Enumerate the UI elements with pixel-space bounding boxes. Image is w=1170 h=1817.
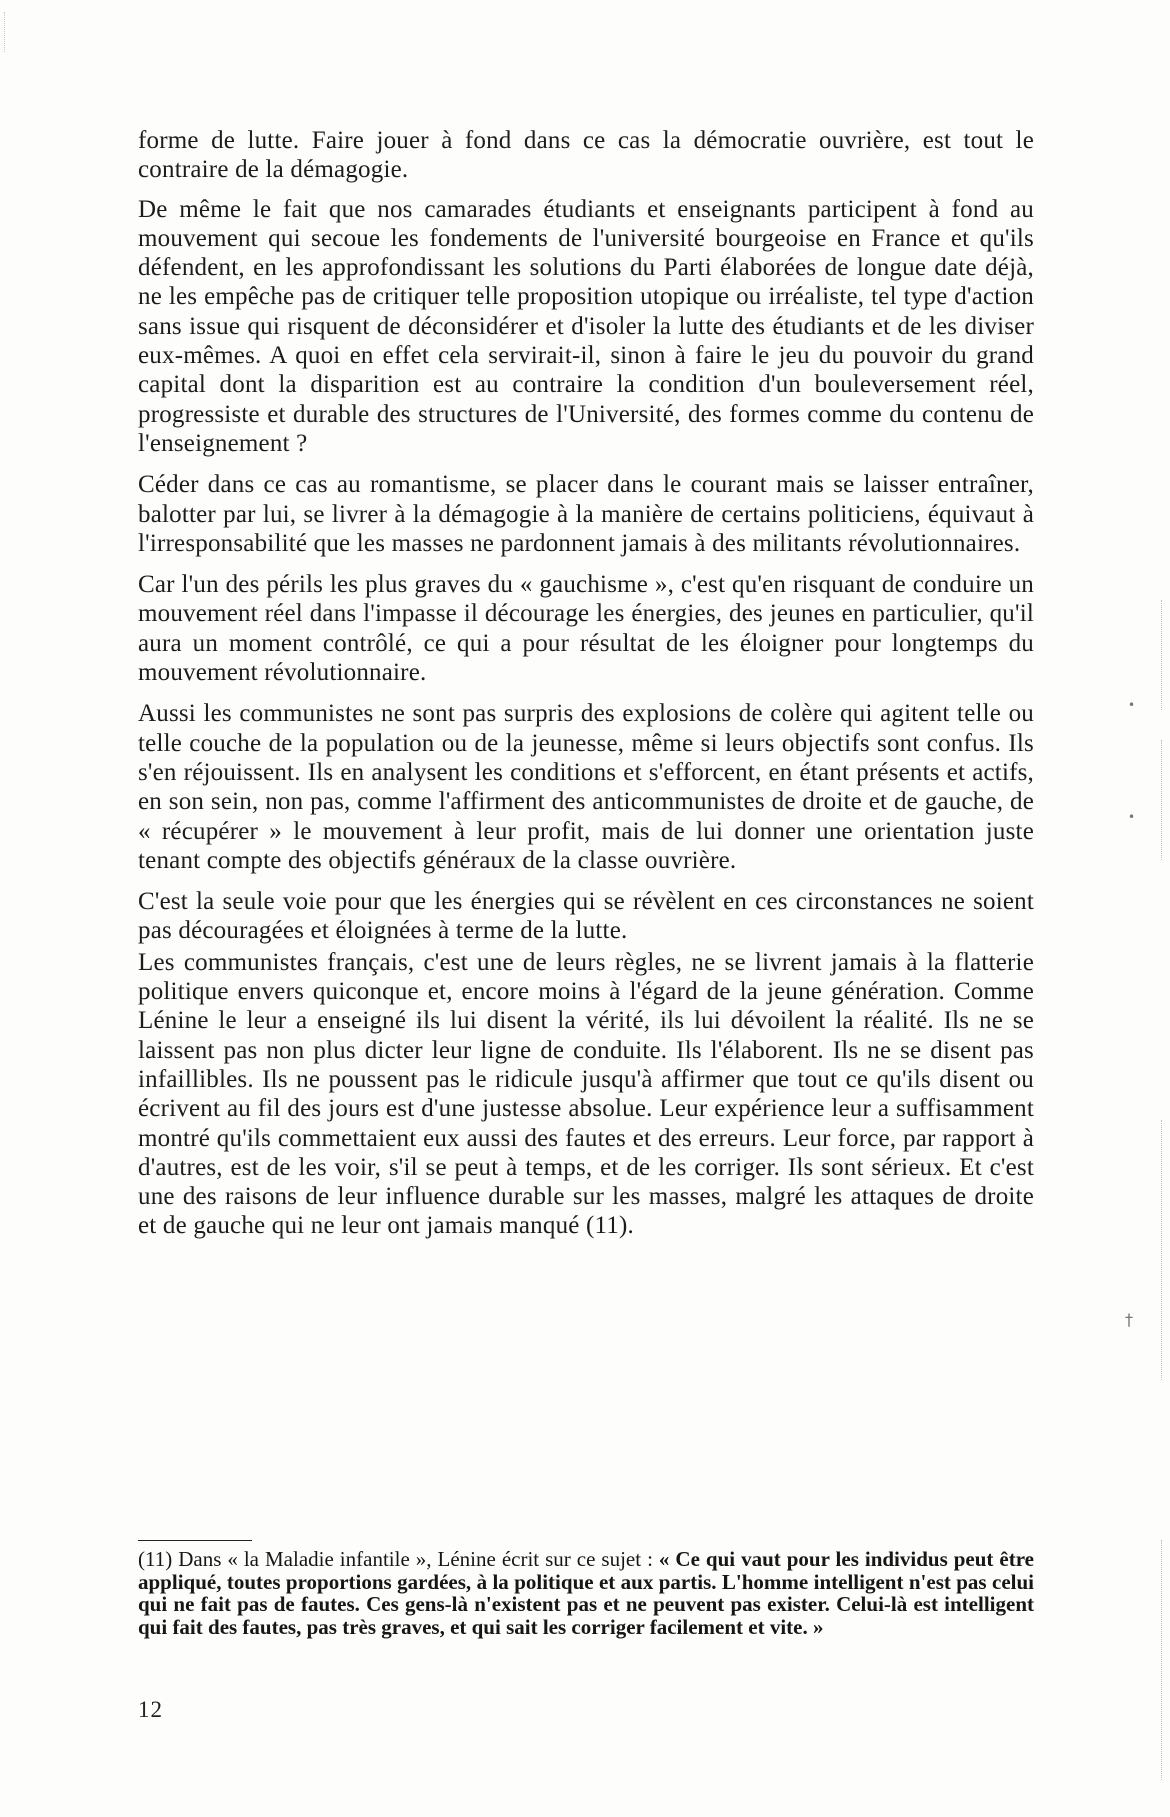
paragraph-6: C'est la seule voie pour que les énergies qui se révèlent en ces circonstances ne soient pas découragées et éloignées à terme de la lutte. [138, 888, 1034, 945]
paragraph-4: Car l'un des périls les plus graves du « gauchisme », c'est qu'en risquant de conduire un mouvement réel dans l'impasse il décourage les énergies, des jeunes en particulier, qu'il aura un moment contrôlé, ce qui a pour résultat de les éloigner pour longtemps du mouvement révolutionnaire. [138, 571, 1034, 687]
paragraph-3: Céder dans ce cas au romantisme, se placer dans le courant mais se laisser entraîner, balotter par lui, se livrer à la démagogie à la manière de certains politiciens, équivaut à l'irresponsabilité que les masses ne pardonnent jamais à des militants révolutionnaires. [138, 471, 1034, 557]
page-number: 12 [138, 1697, 163, 1722]
scan-edge-line [1161, 1120, 1162, 1380]
scan-speck: • [1128, 810, 1136, 824]
footnote-separator [138, 1540, 252, 1541]
paragraph-2: De même le fait que nos camarades étudiants et enseignants participent à fond au mouvement qui secoue les fondements de l'université bourgeoise en France et qu'ils défendent, en les approfondissant les solutions du Parti élaborées de longue date déjà, ne les empêche pas de critiquer telle proposition utopique ou irréaliste, tel type d'action sans issue qui risquent de déconsidérer et d'isoler la lutte des étudiants et de les diviser eux-mêmes. A quoi en effet cela servirait-il, sinon à faire le jeu du pouvoir du grand capital dont la disparition est au contraire la condition d'un bouleversement réel, progressiste et durable des structures de l'Université, des formes comme du contenu de l'enseignement ? [138, 195, 1034, 457]
paragraph-7: Les communistes français, c'est une de leurs règles, ne se livrent jamais à la flatterie politique envers quiconque et, encore moins à l'égard de la jeune génération. Comme Lénine le leur a enseigné ils lui disent la vérité, ils lui dévoilent la réalité. Ils ne se laissent pas non plus dicter leur ligne de conduite. Ils l'élaborent. Ils ne se disent pas infaillibles. Ils ne poussent pas le ridicule jusqu'à affirmer que tout ce qu'ils disent ou écrivent au fil des jours est d'une justesse absolue. Leur expérience leur a suffisamment montré qu'ils commettaient eux aussi des fautes et des erreurs. Leur force, par rapport à d'autres, est de les voir, s'il se peut à temps, et de les corriger. Ils sont sérieux. Et c'est une des raisons de leur influence durable sur les masses, malgré les attaques de droite et de gauche qui ne leur ont jamais manqué (11). [138, 948, 1034, 1240]
paragraph-5: Aussi les communistes ne sont pas surpris des explosions de colère qui agitent telle ou telle couche de la population ou de la jeunesse, même si leurs objectifs sont confus. Ils s'en réjouissent. Ils en analysent les conditions et s'efforcent, en étant présents et actifs, en son sein, non pas, comme l'affirment des anticommunistes de droite et de gauche, de « récupérer » le mouvement à leur profit, mais de lui donner une orientation juste tenant compte des objectifs généraux de la classe ouvrière. [138, 700, 1034, 874]
body-text [138, 126, 1034, 1253]
scan-edge-line [1161, 600, 1162, 710]
footnote-reference: (11) Dans « la Maladie infantile », Lénine écrit sur ce sujet : [138, 1547, 659, 1571]
footnote-quote: « Ce qui vaut pour les individus peut être appliqué, toutes proportions gardées, à la politique et aux partis. L'homme intelligent n'est pas celui qui ne fait pas de fautes. Ces gens-là n'existent pas et ne peuvent pas exister. Celui-là est intelligent qui fait des fautes, pas très graves, et qui sait les corriger facilement et vite. » [138, 1547, 1034, 1639]
paragraph-1: forme de lutte. Faire jouer à fond dans ce cas la démocratie ouvrière, est tout le contraire de la démagogie. [138, 127, 1034, 184]
footnote [138, 1548, 1034, 1638]
scan-speck: † [1125, 1310, 1133, 1329]
scan-edge-line [1161, 1540, 1162, 1780]
scan-edge-line [1161, 740, 1162, 860]
scan-speck: • [1128, 698, 1136, 712]
scan-edge-mark [4, 12, 5, 52]
